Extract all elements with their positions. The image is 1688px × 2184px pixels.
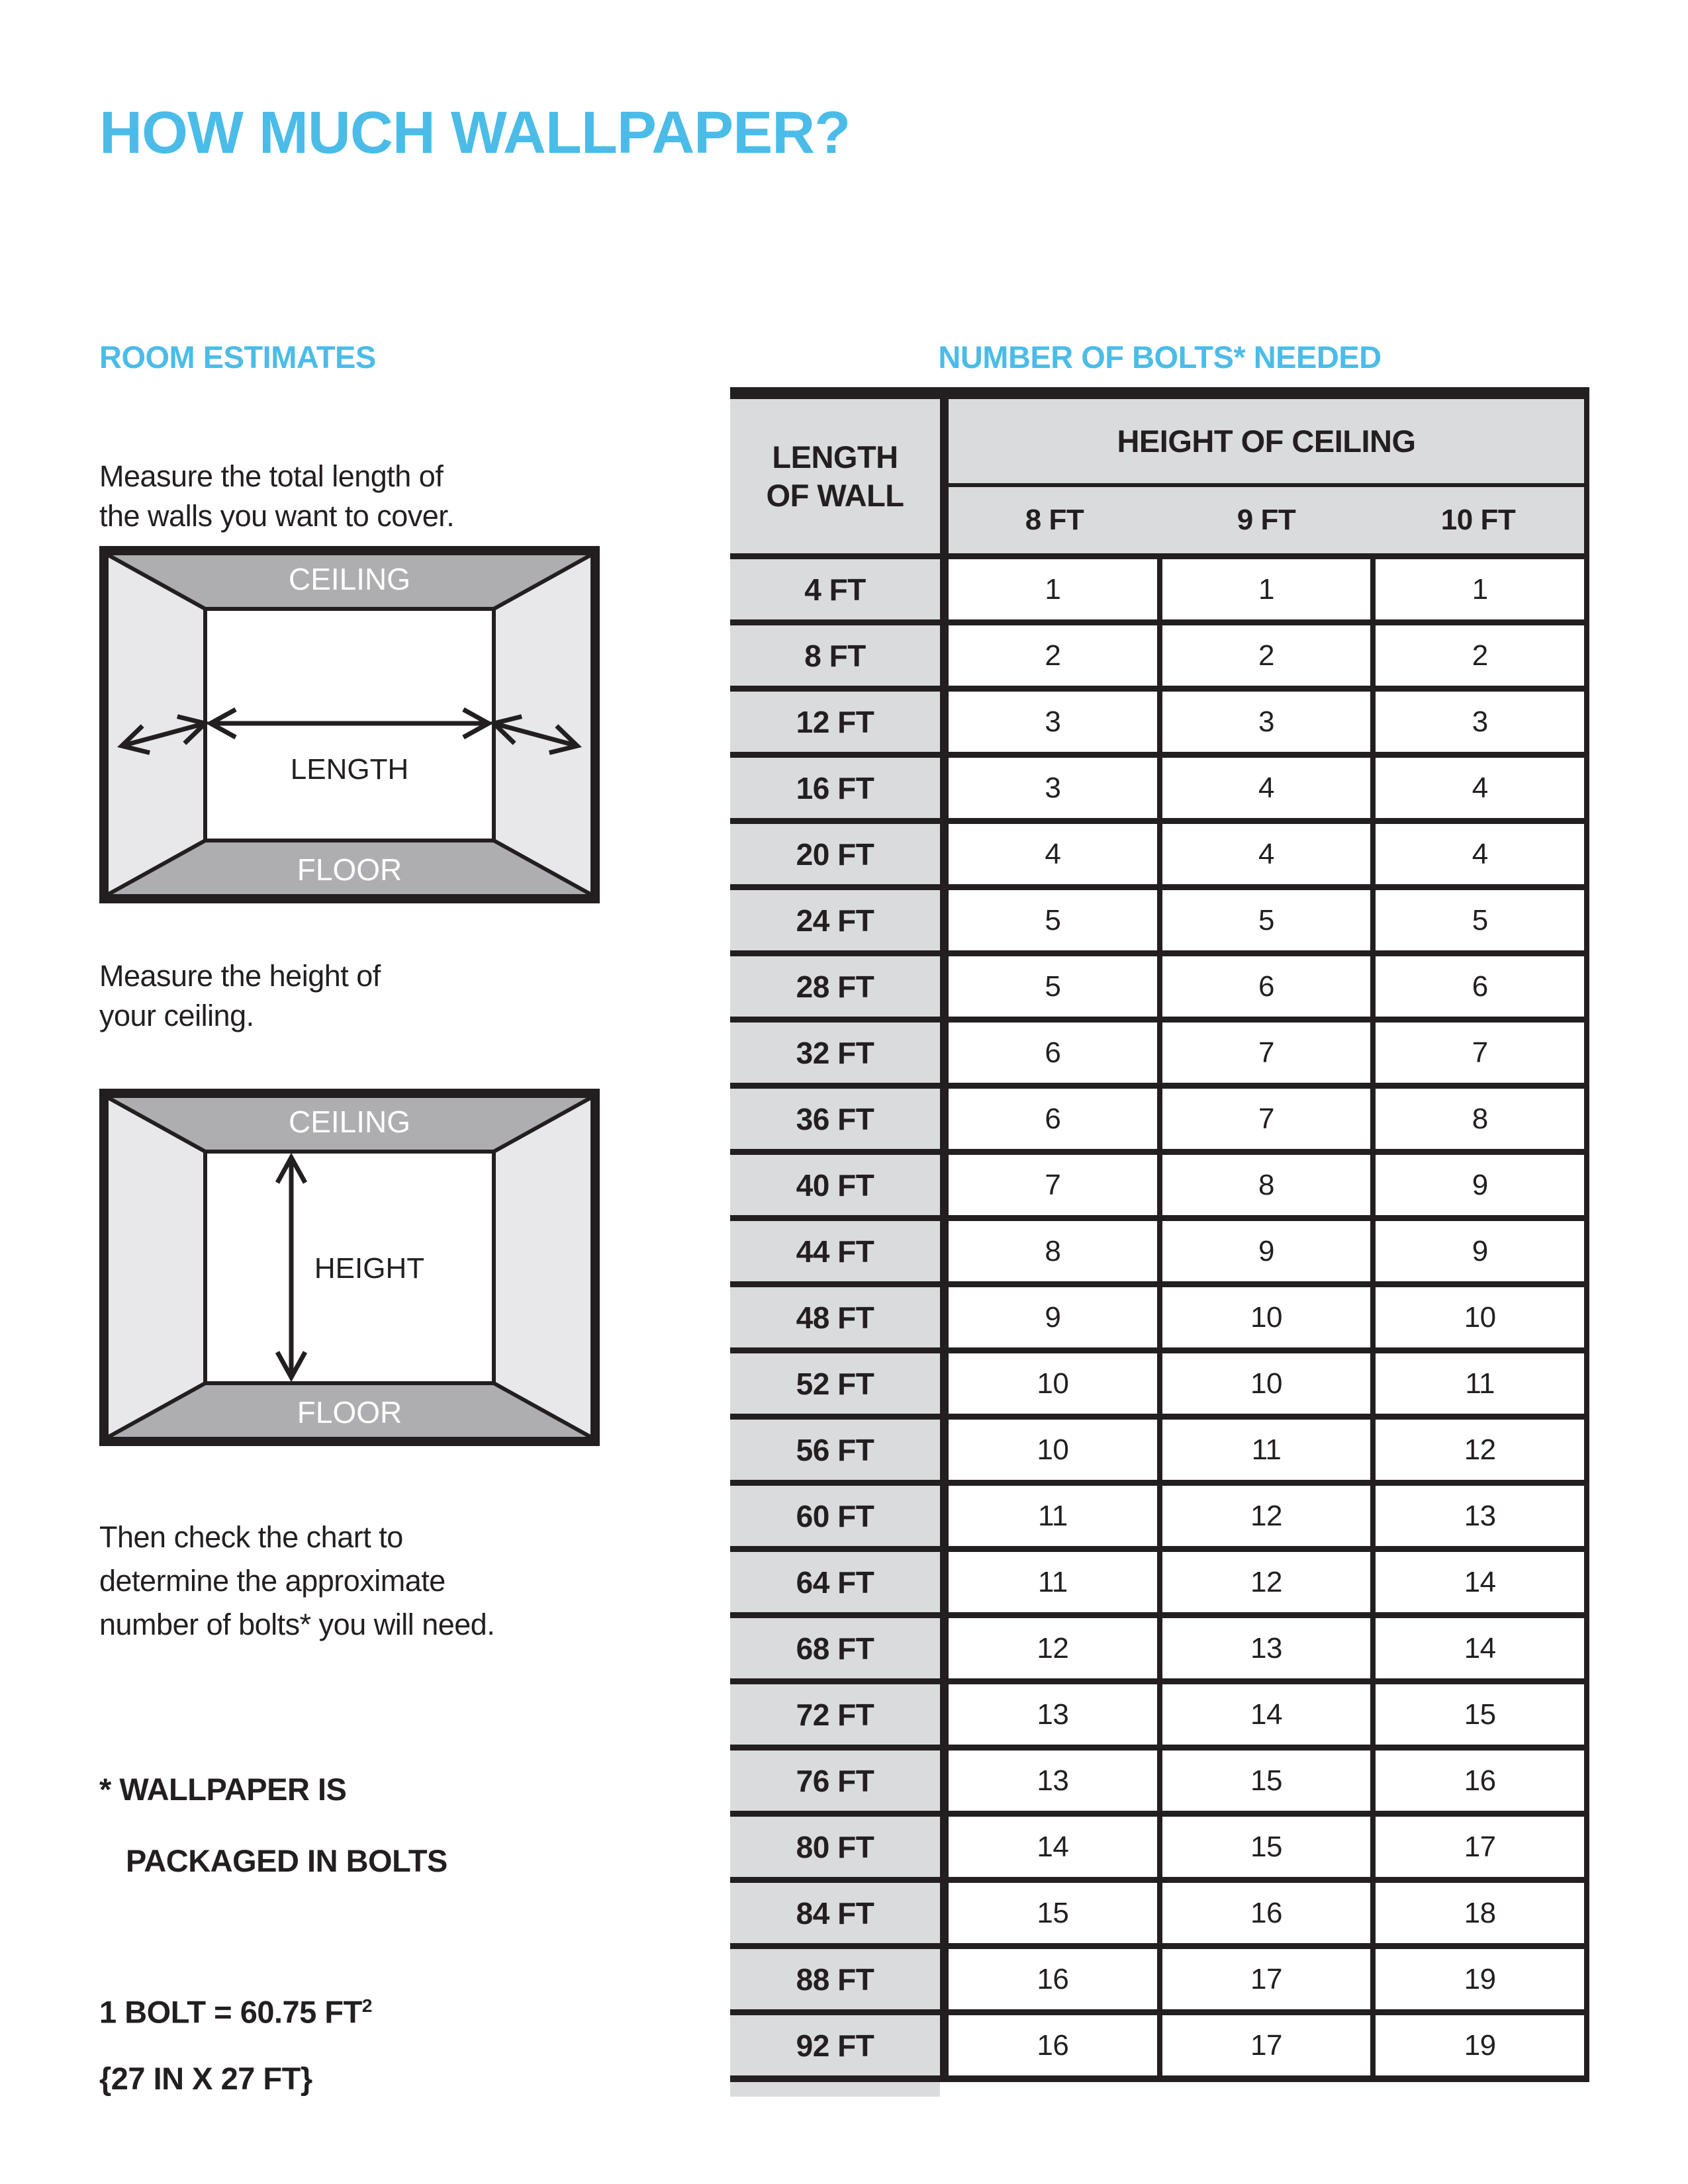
length-label: LENGTH	[290, 753, 409, 786]
left-wall	[109, 555, 205, 894]
column-divider	[940, 1817, 949, 1877]
col-headers-row	[949, 487, 1584, 553]
bolt-count-cell: 16	[1157, 1883, 1371, 1943]
bolt-count-cell: 1	[1370, 559, 1584, 619]
bolt-count-cell: 15	[1157, 1817, 1371, 1877]
bolt-count-cell: 17	[1157, 2015, 1371, 2075]
table-row	[730, 686, 1584, 752]
column-divider	[940, 692, 949, 752]
column-divider	[940, 1684, 949, 1745]
instruction-line: the walls you want to cover.	[99, 499, 455, 533]
table-row	[730, 1745, 1584, 1811]
column-divider	[940, 1949, 949, 2009]
table-row	[730, 1215, 1584, 1281]
column-divider	[940, 1353, 949, 1414]
bolt-count-cell: 4	[1370, 824, 1584, 884]
bolt-count-cell: 12	[1157, 1552, 1371, 1612]
footnote-line: PACKAGED IN BOLTS	[126, 1843, 447, 1878]
instruction-line: your ceiling.	[99, 999, 254, 1032]
row-label: 12 FT	[730, 692, 940, 752]
table-row	[730, 1943, 1584, 2009]
col-header-10ft: 10 FT	[1440, 504, 1516, 536]
bolt-count-cell: 14	[1157, 1684, 1371, 1745]
bolt-count-cell: 19	[1370, 1949, 1584, 2009]
bolt-count-cell: 5	[1370, 890, 1584, 950]
bolt-count-cell: 18	[1370, 1883, 1584, 1943]
bolt-count-cell: 3	[1157, 692, 1371, 752]
bolt-count-cell: 8	[949, 1221, 1157, 1281]
row-label: 16 FT	[730, 758, 940, 818]
row-label: 84 FT	[730, 1883, 940, 1943]
instruction-line: Measure the total length of	[99, 459, 444, 493]
column-divider	[940, 559, 949, 619]
column-divider	[940, 399, 949, 553]
ceiling-header-group	[949, 399, 1584, 553]
bolt-count-cell: 10	[1157, 1353, 1371, 1414]
row-header	[730, 399, 940, 553]
bolt-count-cell: 2	[1370, 625, 1584, 686]
row-label: 80 FT	[730, 1817, 940, 1877]
row-label: 44 FT	[730, 1221, 940, 1281]
bolt-count-cell: 14	[1370, 1618, 1584, 1678]
row-label: 8 FT	[730, 625, 940, 686]
bolt-count-cell: 7	[949, 1155, 1157, 1215]
instruction-measure-length	[99, 457, 454, 536]
bolt-count-cell: 17	[1370, 1817, 1584, 1877]
bolt-count-cell: 10	[1370, 1287, 1584, 1347]
bolt-count-cell: 7	[1370, 1023, 1584, 1083]
row-label: 60 FT	[730, 1486, 940, 1546]
right-wall	[494, 555, 590, 894]
table-row	[730, 752, 1584, 818]
row-label: 40 FT	[730, 1155, 940, 1215]
column-divider	[940, 956, 949, 1017]
floor-label: FLOOR	[297, 852, 402, 887]
bolt-table-rows	[730, 553, 1584, 2075]
row-label: 56 FT	[730, 1420, 940, 1480]
table-header-row	[730, 399, 1584, 553]
bolts-table	[730, 387, 1589, 2097]
instruction-line: determine the approximate	[99, 1564, 445, 1598]
bolt-count-cell: 19	[1370, 2015, 1584, 2075]
floor-label: FLOOR	[297, 1395, 402, 1430]
table-row	[730, 1347, 1584, 1414]
row-label: 20 FT	[730, 824, 940, 884]
table-row	[730, 1877, 1584, 1943]
table-heading: NUMBER OF BOLTS* NEEDED	[938, 340, 1382, 375]
instruction-line: number of bolts* you will need.	[99, 1608, 495, 1641]
row-label: 76 FT	[730, 1751, 940, 1811]
bolt-count-cell: 9	[1157, 1221, 1371, 1281]
table-row	[730, 553, 1584, 619]
column-divider	[940, 890, 949, 950]
bolt-dimensions-line: {27 IN X 27 FT}	[99, 2060, 312, 2096]
bolt-count-cell: 10	[1157, 1287, 1371, 1347]
table-row	[730, 1017, 1584, 1083]
row-label: 32 FT	[730, 1023, 940, 1083]
table-row	[730, 1281, 1584, 1347]
bolt-count-cell: 15	[1370, 1684, 1584, 1745]
bolt-count-cell: 11	[949, 1552, 1157, 1612]
bolt-count-cell: 15	[949, 1883, 1157, 1943]
row-header-line: LENGTH	[772, 439, 898, 475]
bolt-count-cell: 14	[949, 1817, 1157, 1877]
bolt-count-cell: 13	[949, 1684, 1157, 1745]
bolt-count-cell: 11	[1370, 1353, 1584, 1414]
bolt-count-cell: 13	[1157, 1618, 1371, 1678]
bolt-count-cell: 7	[1157, 1023, 1371, 1083]
table-row	[730, 1678, 1584, 1745]
row-label: 88 FT	[730, 1949, 940, 2009]
bolt-count-cell: 4	[1370, 758, 1584, 818]
column-divider	[940, 1023, 949, 1083]
room-diagram-length	[99, 546, 600, 903]
table-row	[730, 1612, 1584, 1678]
bolt-count-cell: 9	[1370, 1221, 1584, 1281]
section-heading-room-estimates: ROOM ESTIMATES	[99, 340, 376, 375]
col-header-9ft: 9 FT	[1237, 504, 1296, 536]
wallpaper-footnote	[99, 1754, 447, 1897]
bolt-count-cell: 9	[1370, 1155, 1584, 1215]
bolt-size-line: 1 BOLT = 60.75 $FT^2$	[99, 1994, 373, 2030]
squared-exponent: 2	[361, 1995, 373, 2016]
bolt-count-cell: 1	[949, 559, 1157, 619]
table-row	[730, 950, 1584, 1017]
bolt-count-cell: 2	[1157, 625, 1371, 686]
column-divider	[940, 758, 949, 818]
column-divider	[940, 2015, 949, 2075]
ceiling-label: CEILING	[288, 1105, 411, 1139]
bolt-count-cell: 4	[1157, 824, 1371, 884]
bolt-count-cell: 6	[949, 1023, 1157, 1083]
bolt-equivalence	[99, 1972, 372, 2112]
column-divider	[940, 1618, 949, 1678]
bolt-count-cell: 3	[949, 692, 1157, 752]
bolt-count-cell: 17	[1157, 1949, 1371, 2009]
column-divider	[940, 1486, 949, 1546]
bolt-count-cell: 1	[1157, 559, 1371, 619]
row-label: 64 FT	[730, 1552, 940, 1612]
bolt-count-cell: 13	[1370, 1486, 1584, 1546]
instruction-measure-height	[99, 956, 381, 1036]
row-label: 28 FT	[730, 956, 940, 1017]
room-diagram-height	[99, 1089, 600, 1446]
bolt-count-cell: 3	[1370, 692, 1584, 752]
table-row	[730, 818, 1584, 884]
height-label: HEIGHT	[314, 1252, 425, 1285]
table-row	[730, 619, 1584, 686]
column-divider	[940, 1420, 949, 1480]
col-header-8ft: 8 FT	[1025, 504, 1084, 536]
bolt-count-cell: 6	[949, 1089, 1157, 1149]
bolt-count-cell: 12	[1370, 1420, 1584, 1480]
bolt-count-cell: 7	[1157, 1089, 1371, 1149]
bolt-count-cell: 11	[949, 1486, 1157, 1546]
table-row	[730, 1811, 1584, 1877]
bolt-count-cell: 6	[1157, 956, 1371, 1017]
ceiling-label: CEILING	[288, 562, 411, 596]
instruction-check-chart	[99, 1516, 494, 1647]
bolt-count-cell: 5	[1157, 890, 1371, 950]
row-label: 4 FT	[730, 559, 940, 619]
bolt-count-cell: 8	[1157, 1155, 1371, 1215]
row-label: 52 FT	[730, 1353, 940, 1414]
column-divider	[940, 1221, 949, 1281]
column-divider	[940, 824, 949, 884]
footnote-line: * WALLPAPER IS	[99, 1772, 347, 1807]
row-label: 48 FT	[730, 1287, 940, 1347]
bolt-count-cell: 4	[1157, 758, 1371, 818]
table-row	[730, 1414, 1584, 1480]
column-divider	[940, 1089, 949, 1149]
table-frame	[730, 399, 1589, 2082]
bolt-count-cell: 9	[949, 1287, 1157, 1347]
bolt-count-cell: 4	[949, 824, 1157, 884]
table-row	[730, 884, 1584, 950]
column-divider	[940, 1155, 949, 1215]
bolt-count-cell: 14	[1370, 1552, 1584, 1612]
column-divider	[940, 1287, 949, 1347]
table-row	[730, 1546, 1584, 1612]
bolt-count-cell: 12	[949, 1618, 1157, 1678]
row-label: 36 FT	[730, 1089, 940, 1149]
row-header-line: OF WALL	[766, 477, 904, 513]
bolt-count-cell: 16	[949, 2015, 1157, 2075]
page-title: HOW MUCH WALLPAPER?	[99, 100, 851, 166]
bolt-count-cell: 11	[1157, 1420, 1371, 1480]
right-wall	[494, 1098, 590, 1437]
row-label: 68 FT	[730, 1618, 940, 1678]
bolt-count-cell: 5	[949, 956, 1157, 1017]
bolt-count-cell: 16	[1370, 1751, 1584, 1811]
bolt-count-cell: 2	[949, 625, 1157, 686]
bolt-count-cell: 15	[1157, 1751, 1371, 1811]
column-divider	[940, 1552, 949, 1612]
column-divider	[940, 1883, 949, 1943]
bolt-count-cell: 6	[1370, 956, 1584, 1017]
bolt-count-cell: 12	[1157, 1486, 1371, 1546]
row-label: 92 FT	[730, 2015, 940, 2075]
bolt-count-cell: 10	[949, 1353, 1157, 1414]
row-label: 72 FT	[730, 1684, 940, 1745]
table-row	[730, 1480, 1584, 1546]
instruction-line: Measure the height of	[99, 959, 381, 993]
bolt-count-cell: 3	[949, 758, 1157, 818]
bolt-count-cell: 8	[1370, 1089, 1584, 1149]
instruction-line: Then check the chart to	[99, 1520, 403, 1554]
bolt-count-cell: 10	[949, 1420, 1157, 1480]
label-column-stub	[730, 2082, 940, 2097]
bolt-count-cell: 13	[949, 1751, 1157, 1811]
column-divider	[940, 1751, 949, 1811]
column-divider	[940, 625, 949, 686]
table-top-bar	[730, 387, 1589, 399]
table-row	[730, 1149, 1584, 1215]
row-label: 24 FT	[730, 890, 940, 950]
table-row	[730, 1083, 1584, 1149]
bolt-count-cell: 16	[949, 1949, 1157, 2009]
col-group-header: HEIGHT OF CEILING	[949, 399, 1584, 487]
table-row	[730, 2009, 1584, 2075]
bolt-count-cell: 5	[949, 890, 1157, 950]
left-wall	[109, 1098, 205, 1437]
